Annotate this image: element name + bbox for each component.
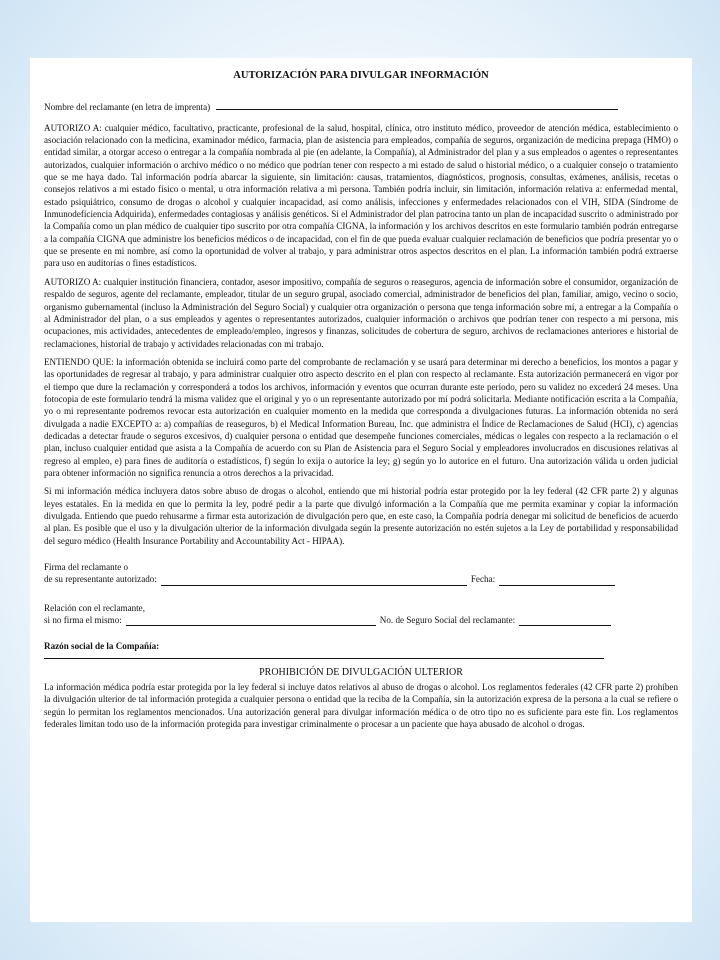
date-field[interactable] bbox=[499, 576, 615, 586]
claimant-name-row bbox=[44, 100, 678, 113]
prohibition-text: La información médica podría estar protegida por la ley federal si incluye datos relativos al abuso de drogas o alcohol. Los reglamentos federales (42 CFR parte 2) prohíben la divulgación ulterior de tal información protegida a cualquier persona o entidad que la reciba de la Compañía, sin la autorización expresa de la persona a la cual se refiere o según lo permitan los reglamentos mencionados. Una autorización general para divulgar información médica o de otro tipo no es suficiente para este fin. Los reglamentos federales limitan todo uso de la información protegida para investigar criminalmente o procesar a un paciente que haya abusado de alcohol o drogas. bbox=[44, 682, 678, 730]
claimant-name-field[interactable] bbox=[216, 100, 618, 110]
claimant-name-label: Nombre del reclamante (en letra de imprenta) bbox=[44, 102, 211, 113]
document-content bbox=[44, 70, 678, 736]
relation-row bbox=[44, 614, 678, 626]
signature-label-line2: de su representante autorizado: bbox=[44, 574, 157, 585]
relation-block bbox=[44, 602, 678, 627]
document-title: AUTORIZACIÓN PARA DIVULGAR INFORMACIÓN bbox=[233, 70, 489, 81]
ssn-field[interactable] bbox=[519, 616, 611, 626]
relation-label-line1: Relación con el reclamante, bbox=[44, 602, 145, 613]
signature-block bbox=[44, 561, 678, 586]
company-name-field[interactable] bbox=[44, 657, 604, 659]
company-label: Razón social de la Compañía: bbox=[44, 641, 160, 652]
ssn-label: No. de Seguro Social del reclamante: bbox=[379, 615, 516, 626]
prohibition-title: PROHIBICIÓN DE DIVULGACIÓN ULTERIOR bbox=[259, 666, 463, 678]
relation-field[interactable] bbox=[126, 616, 376, 626]
authorization-paragraph-2: AUTORIZO A: cualquier institución financiera, contador, asesor impositivo, compañía de seguros o reaseguros, agencia de información sobre el consumidor, organización de respaldo de seguros, agente del reclamante, empleador, titular de un seguro grupal, asociado comercial, administrador de beneficios del plan, familiar, amigo, vecino o socio, organismo gubernamental (incluso la Administración del Seguro Social) y cualquier otra organización o persona que tenga información sobre mí, a entregar a la Compañía o al Administrador del plan, o a sus empleados y agentes o representantes autorizados, cualquier información o archivos que podrían tener con respecto a mi persona, mis ocupaciones, mis actividades, antecedentes de empleado/empleo, ingresos y finanzas, solicitudes de cobertura de seguro, archivos de reclamaciones anteriores e historial de reclamaciones, historial de trabajo y actividades relacionadas con mi trabajo. bbox=[44, 276, 678, 349]
authorization-paragraph-1: AUTORIZO A: cualquier médico, facultativo, practicante, profesional de la salud, hospital, clínica, otro instituto médico, proveedor de atención médica, establecimiento o asociación relacionado con la medicina, examinador médico, farmacia, plan de asistencia para empleados, compañía de seguros, organización de medicina prepaga (HMO) o entidad similar, a otorgar acceso o entregar a la compañía nombrada al pie (en adelante, la Compañía), al Administrador del plan y a sus empleados o agentes o representantes autorizados, cualquier información o archivo médico o no médico que podrían tener con respecto a mi estado de salud o historial médico, o a cualquier consejo o tratamiento que se me haya dado. Tal información podría abarcar la siguiente, sin limitación: causas, tratamientos, diagnósticos, prognosis, consultas, exámenes, análisis, recetas o consejos relativos a mi estado físico o mental, u otra información relativa a mi persona. También podría incluir, sin limitación, información relativa a: enfermedad mental, estado psiquiátrico, consumo de drogas o alcohol y cualquier incapacidad, así como análisis, infecciones y enfermedades relacionados con el VIH, SIDA (Síndrome de Inmunodeficiencia Adquirida), enfermedades contagiosas y análisis genéticos. Si el Administrador del plan patrocina tanto un plan de incapacidad suscrito o administrado por la Compañía como un plan médico de cualquier tipo suscrito por otra compañía CIGNA, la información y los archivos descritos en este formulario también podrán entregarse a la compañía CIGNA que administre los beneficios médicos o de incapacidad, con el fin de que pueda evaluar cualquier reclamación de beneficios que podría presentar yo o que se presente en mi nombre, así como la oportunidad de volver al trabajo, y para administrar otros aspectos descritos en el plan. La información también podrá extraerse para uso en auditorías o fines estadísticos. bbox=[44, 122, 678, 269]
signature-field[interactable] bbox=[161, 576, 467, 586]
date-label: Fecha: bbox=[470, 574, 496, 585]
signature-row bbox=[44, 573, 678, 585]
understanding-paragraph: ENTIENDO QUE: la información obtenida se incluirá como parte del comprobante de reclamación y se usará para determinar mi derecho a beneficios, los montos a pagar y las oportunidades de regresar al trabajo, y para administrar cualquier otro aspecto descrito en el plan con respecto al reclamante. Esta autorización permanecerá en vigor por el tiempo que dure la reclamación y corresponderá a todos los archivos, información y eventos que ocurran durante este período, pero su validez no excederá 24 meses. Una fotocopia de este formulario tendrá la misma validez que el original y yo o un representante autorizado por mí podrá solicitarla. Mediante notificación escrita a la Compañía, yo o mi representante podremos revocar esta autorización en cualquier momento en la medida que corresponda a divulgaciones futuras. La información obtenida no será divulgada a nadie EXCEPTO a: a) compañías de reaseguros, b) el Medical Information Bureau, Inc. que administra el Índice de Reclamaciones de Salud (HCI), c) agencias dedicadas a detectar fraude o seguros excesivos, d) cualquier persona o entidad que desempeñe funciones comerciales, médicas o legales con respecto a la reclamación o el plan, incluso cualquier entidad que asista a la Compañía de acuerdo con su Plan de Asistencia para el Seguro Social y empleadores involucrados en discusiones relativas al regreso al empleo, e) para fines de auditoría o estadísticos, f) según lo exija o autorice la ley; g) según yo lo autorice en el futuro. Una autorización válida u orden judicial para obtener información no significa renuncia a otros derechos a la privacidad. bbox=[44, 356, 678, 478]
document-page bbox=[30, 58, 692, 922]
drug-alcohol-paragraph: Si mi información médica incluyera datos sobre abuso de drogas o alcohol, entiendo que mi historial podría estar protegido por la ley federal (42 CFR parte 2) y algunas leyes estatales. En la medida en que lo permita la ley, podré pedir a la parte que divulgó información a la Compañía que me permita examinar y copiar la información divulgada. Entiendo que puedo rehusarme a firmar esta autorización de divulgación pero que, en este caso, la Compañía podría denegar mi solicitud de beneficios de acuerdo al plan. Es posible que el uso y la divulgación ulterior de la información divulgada según la presente autorización no estén sujetos a la Ley de portabilidad y responsabilidad del seguro médico (Health Insurance Portability and Accountability Act - HIPAA). bbox=[44, 486, 678, 546]
signature-label-line1: Firma del reclamante o bbox=[44, 562, 129, 573]
relation-label-line2: si no firma el mismo: bbox=[44, 615, 122, 626]
